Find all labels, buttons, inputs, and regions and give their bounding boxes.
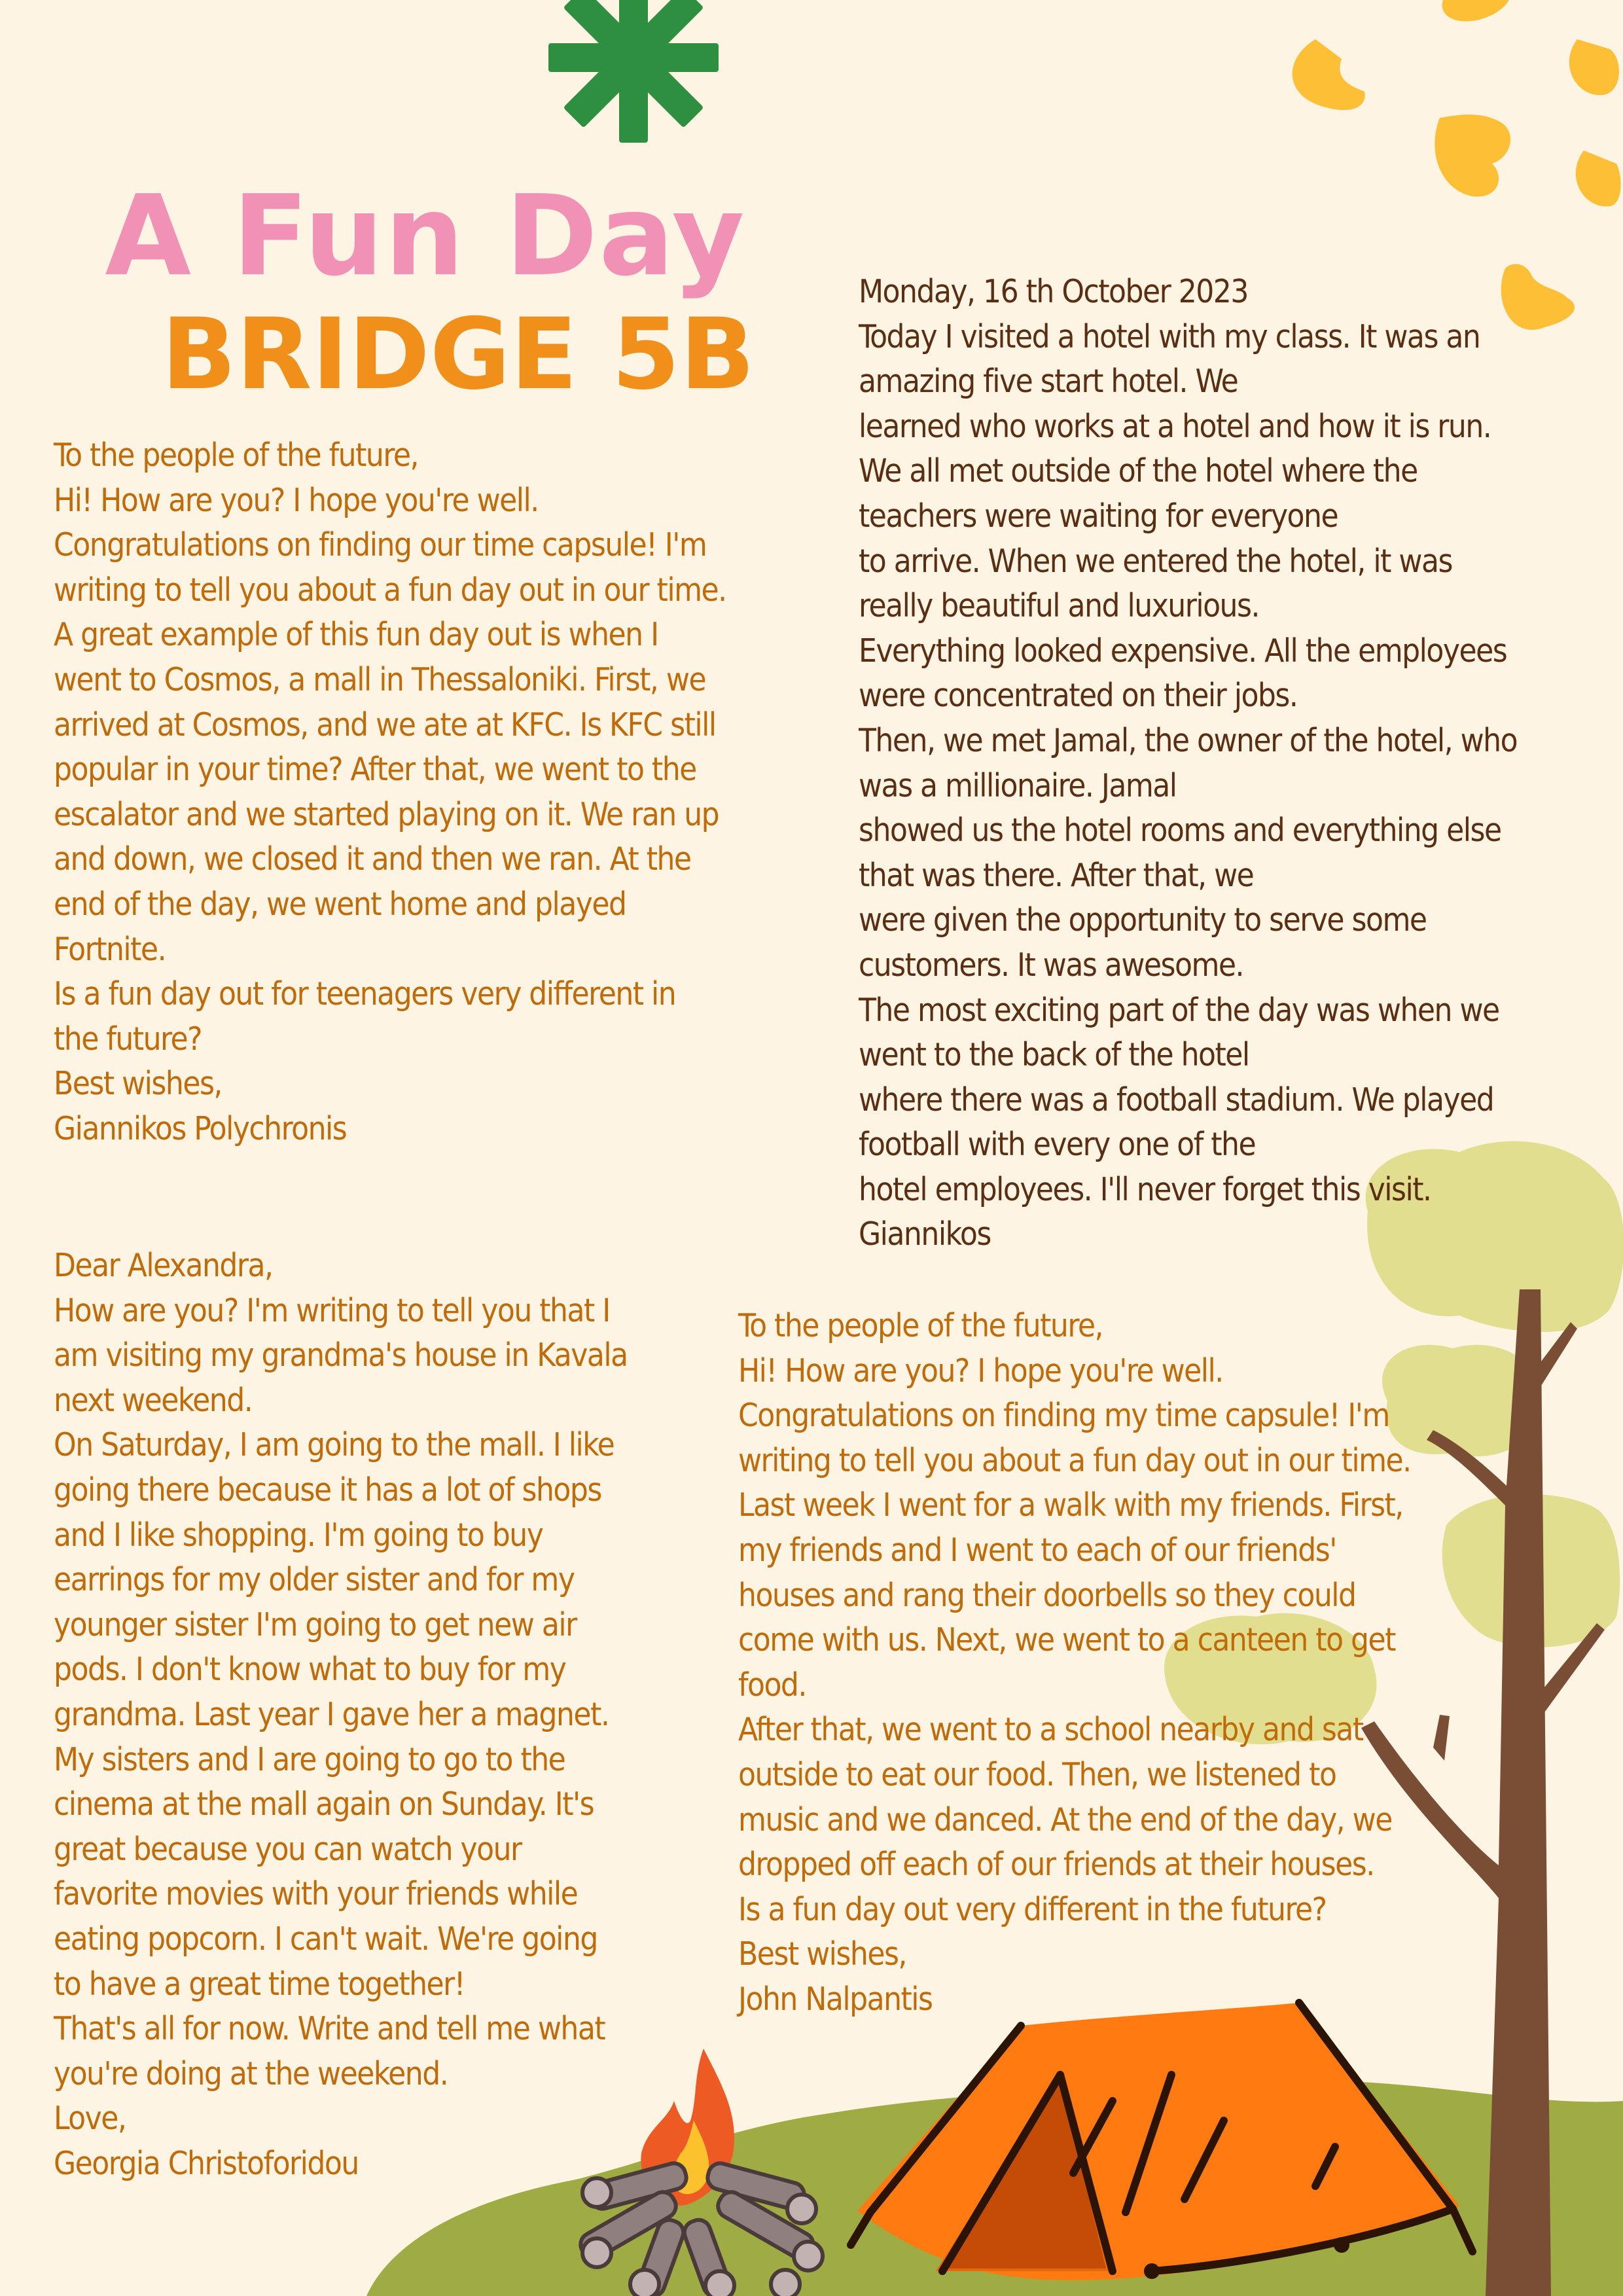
letter-line: arrived at Cosmos, and we ate at KFC. Is KFC still <box>54 706 716 744</box>
letter-line: Dear Alexandra, <box>54 1247 273 1284</box>
letter-line: end of the day, we went home and played <box>54 885 626 923</box>
letter-block-a <box>54 433 787 1152</box>
letter-line: was a millionaire. Jamal <box>859 766 1177 804</box>
letter-line: great because you can watch your <box>54 1830 522 1868</box>
letter-line: The most exciting part of the day was when we <box>859 991 1499 1029</box>
letter-line: A great example of this fun day out is when I <box>54 616 658 654</box>
letter-line: escalator and we started playing on it. We ran up <box>54 795 719 833</box>
letter-line: On Saturday, I am going to the mall. I like <box>54 1426 615 1464</box>
letter-line: am visiting my grandma's house in Kavala <box>54 1336 628 1374</box>
letter-line: Last week I went for a walk with my friends. First, <box>738 1486 1403 1524</box>
letter-line: outside to eat our food. Then, we listened to <box>738 1755 1336 1793</box>
letter-line: younger sister I'm going to get new air <box>54 1605 577 1643</box>
letter-line: My sisters and I are going to go to the <box>54 1740 565 1778</box>
letter-line: football with every one of the <box>859 1126 1256 1164</box>
letter-line: music and we danced. At the end of the day, we <box>738 1801 1392 1839</box>
letter-date: Monday, 16 th October 2023 <box>859 273 1248 310</box>
letter-line: Giannikos <box>859 1215 991 1253</box>
letter-line: To the people of the future, <box>738 1307 1103 1344</box>
letter-line: eating popcorn. I can't wait. We're going <box>54 1920 597 1958</box>
letter-line: hotel employees. I'll never forget this visit. <box>859 1170 1431 1208</box>
letter-line: Love, <box>54 2100 126 2138</box>
letter-line: writing to tell you about a fun day out in our time. <box>54 571 726 609</box>
letter-line: really beautiful and luxurious. <box>859 587 1259 625</box>
letter-line: Hi! How are you? I hope you're well. <box>738 1352 1223 1390</box>
letter-line: dropped off each of our friends at their houses. <box>738 1846 1374 1884</box>
letter-line: houses and rang their doorbells so they could <box>738 1576 1356 1614</box>
letter-line: where there was a football stadium. We played <box>859 1081 1494 1119</box>
letter-line: went to the back of the hotel <box>859 1036 1249 1074</box>
letter-line: cinema at the mall again on Sunday. It's <box>54 1785 594 1823</box>
letter-line: Today I visited a hotel with my class. It was an <box>859 317 1480 355</box>
letter-line: next weekend. <box>54 1381 253 1419</box>
letter-line: my friends and I went to each of our friends' <box>738 1531 1336 1569</box>
letter-line: to arrive. When we entered the hotel, it was <box>859 542 1452 580</box>
letter-line: food. <box>738 1666 806 1704</box>
letter-line: the future? <box>54 1020 202 1058</box>
letter-line: Is a fun day out for teenagers very different in <box>54 975 676 1013</box>
letter-line: you're doing at the weekend. <box>54 2054 448 2092</box>
letter-line: customers. It was awesome. <box>859 946 1244 984</box>
letter-block-c <box>54 1244 721 2186</box>
letter-line: showed us the hotel rooms and everything else <box>859 812 1501 850</box>
page-subtitle: BRIDGE 5B <box>161 298 755 412</box>
letter-line: and down, we closed it and then we ran. At the <box>54 840 691 878</box>
letter-block-d <box>738 1304 1471 2022</box>
letter-line: Then, we met Jamal, the owner of the hotel, who <box>859 721 1518 759</box>
letter-line: popular in your time? After that, we went to the <box>54 751 696 789</box>
letter-line: were concentrated on their jobs. <box>859 677 1298 715</box>
letter-line: John Nalpantis <box>738 1980 933 2018</box>
letter-line: Is a fun day out very different in the future? <box>738 1890 1327 1928</box>
letter-line: Best wishes, <box>738 1935 906 1973</box>
letter-line: to have a great time together! <box>54 1965 465 2003</box>
letter-line: went to Cosmos, a mall in Thessaloniki. First, we <box>54 660 706 698</box>
letter-line: teachers were waiting for everyone <box>859 497 1338 535</box>
letter-line: favorite movies with your friends while <box>54 1875 578 1913</box>
letter-line: Hi! How are you? I hope you're well. <box>54 481 539 519</box>
letter-line: Congratulations on finding my time capsule! I'm <box>738 1397 1389 1435</box>
letter-line: To the people of the future, <box>54 437 419 474</box>
letter-line: that was there. After that, we <box>859 856 1254 894</box>
letter-line: and I like shopping. I'm going to buy <box>54 1516 543 1554</box>
letter-line: How are you? I'm writing to tell you that I <box>54 1291 610 1329</box>
letter-line: Fortnite. <box>54 930 166 968</box>
letter-line: writing to tell you about a fun day out in our time. <box>738 1441 1411 1479</box>
letter-line: pods. I don't know what to buy for my <box>54 1651 566 1689</box>
letter-line: grandma. Last year I gave her a magnet. <box>54 1695 609 1733</box>
letter-line: Giannikos Polychronis <box>54 1109 347 1147</box>
letter-line: come with us. Next, we went to a canteen to get <box>738 1621 1395 1659</box>
letter-line: amazing five start hotel. We <box>859 363 1238 401</box>
letter-line: Everything looked expensive. All the employees <box>859 632 1507 670</box>
letter-line: That's all for now. Write and tell me what <box>54 2010 605 2048</box>
letter-line: After that, we went to a school nearby and sat <box>738 1711 1363 1749</box>
letter-line: Best wishes, <box>54 1065 222 1103</box>
letter-line: going there because it has a lot of shops <box>54 1471 601 1509</box>
letter-line: learned who works at a hotel and how it is run. <box>859 407 1491 445</box>
letter-line: were given the opportunity to serve some <box>859 901 1427 939</box>
letter-line: We all met outside of the hotel where the <box>859 452 1418 490</box>
page-title: A Fun Day <box>105 171 746 301</box>
letter-block-b <box>859 270 1592 1257</box>
letter-line: earrings for my older sister and for my <box>54 1561 575 1599</box>
letter-line: Congratulations on finding our time capsule! I'm <box>54 526 707 564</box>
letter-line: Georgia Christoforidou <box>54 2144 359 2182</box>
green-asterisk-icon <box>548 0 719 143</box>
